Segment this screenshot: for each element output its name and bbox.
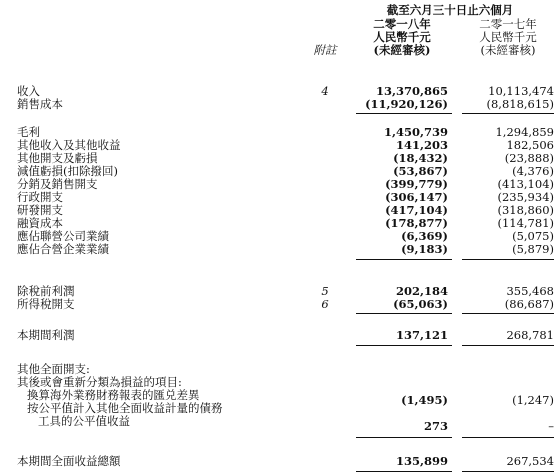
row-label: 收入 xyxy=(17,84,40,98)
value-2018: (18,432) xyxy=(393,151,448,165)
row-note: 4 xyxy=(321,84,329,98)
row-share-joint-ventures xyxy=(0,243,558,256)
total-rule-2017 xyxy=(462,471,554,472)
row-label: 應佔合營企業業績 xyxy=(17,242,109,256)
value-2018: 13,370,865 xyxy=(375,84,448,98)
row-label: 除稅前利潤 xyxy=(17,284,75,298)
row-label: 工具的公平值收益 xyxy=(38,414,130,428)
row-label: 應佔聯營公司業績 xyxy=(17,229,109,243)
value-2018: (417,104) xyxy=(385,203,448,217)
row-distribution-expenses xyxy=(0,178,558,191)
row-label: 其他收入及其他收益 xyxy=(17,138,121,152)
value-2018: 137,121 xyxy=(395,328,448,342)
row-label: 按公平值計入其他全面收益計量的債務 xyxy=(27,401,223,415)
total-rule-2018 xyxy=(356,471,452,472)
value-2017: (5,879) xyxy=(512,242,554,256)
row-label: 毛利 xyxy=(17,125,40,139)
value-2018: (6,369) xyxy=(401,229,448,243)
row-note: 6 xyxy=(321,297,329,311)
value-2017: (4,376) xyxy=(512,164,554,178)
value-2018: (53,867) xyxy=(393,164,448,178)
subtotal-rule-2017 xyxy=(462,313,554,314)
row-label: 分銷及銷售開支 xyxy=(17,177,98,191)
subtotal-rule-2018 xyxy=(356,437,452,438)
value-2017: (8,818,615) xyxy=(486,97,554,111)
value-2018: (11,920,126) xyxy=(365,97,448,111)
value-2017: (318,860) xyxy=(497,203,554,217)
value-2017: (235,934) xyxy=(497,190,554,204)
row-label: 融資成本 xyxy=(17,216,63,230)
value-2017: 267,534 xyxy=(506,454,554,468)
value-2018: 273 xyxy=(423,419,448,433)
unit-2017-heading: 人民幣千元 xyxy=(479,30,537,44)
row-rd-expenses xyxy=(0,204,558,217)
value-2017: 1,294,859 xyxy=(495,125,554,139)
row-income-tax xyxy=(0,298,558,311)
row-cost-of-sales xyxy=(0,98,558,111)
period-heading: 截至六月三十日止六個月 xyxy=(386,3,514,17)
row-total-comprehensive-income xyxy=(0,455,558,468)
value-2018: 1,450,739 xyxy=(383,125,448,139)
value-2017: – xyxy=(548,419,554,433)
row-label: 減值虧損(扣除撥回) xyxy=(17,164,118,178)
value-2017: 182,506 xyxy=(506,138,554,152)
row-label: 其他全面開支: xyxy=(17,362,90,376)
value-2017: (86,687) xyxy=(504,297,554,311)
subtotal-rule-2017 xyxy=(462,113,554,114)
total-rule-2017 xyxy=(462,345,554,346)
row-label: 換算海外業務財務報表的匯兑差異 xyxy=(27,388,200,402)
row-label: 銷售成本 xyxy=(17,97,63,111)
row-revenue xyxy=(0,85,558,98)
row-label: 本期間全面收益總額 xyxy=(17,454,121,468)
subtotal-rule-2018 xyxy=(356,259,452,260)
status-2017-heading: (未經審核) xyxy=(480,43,536,57)
value-2018: (1,495) xyxy=(401,393,448,407)
subtotal-rule-2017 xyxy=(462,437,554,438)
row-label: 行政開支 xyxy=(17,190,63,204)
value-2018: (65,063) xyxy=(393,297,448,311)
value-2018: (306,147) xyxy=(385,190,448,204)
value-2017: 10,113,474 xyxy=(488,84,554,98)
value-2017: (114,781) xyxy=(497,216,554,230)
row-label: 所得稅開支 xyxy=(17,297,75,311)
value-2017: (413,104) xyxy=(497,177,554,191)
unit-2018-heading: 人民幣千元 xyxy=(373,30,431,44)
row-note: 5 xyxy=(321,284,329,298)
row-profit-before-tax xyxy=(0,285,558,298)
value-2017: 355,468 xyxy=(506,284,554,298)
subtotal-rule-2017 xyxy=(462,259,554,260)
row-fvoci-gain xyxy=(0,414,558,433)
status-2018-heading: (未經審核) xyxy=(373,43,431,57)
value-2017: 268,781 xyxy=(506,328,554,342)
subtotal-rule-2018 xyxy=(356,113,452,114)
value-2018: 135,899 xyxy=(395,454,448,468)
value-2018: (178,877) xyxy=(385,216,448,230)
year-2018-heading: 二零一八年 xyxy=(373,17,431,31)
value-2017: (5,075) xyxy=(512,229,554,243)
row-label: 其他開支及虧損 xyxy=(17,151,98,165)
value-2018: 202,184 xyxy=(395,284,448,298)
row-profit-for-period xyxy=(0,329,558,342)
value-2018: 141,203 xyxy=(395,138,448,152)
row-label: 其後或會重新分類為損益的項目: xyxy=(17,375,182,389)
value-2017: (23,888) xyxy=(504,151,554,165)
value-2017: (1,247) xyxy=(512,393,554,407)
year-2017-heading: 二零一七年 xyxy=(479,17,537,31)
note-column-heading: 附註 xyxy=(313,43,337,57)
row-admin-expenses xyxy=(0,191,558,204)
value-2018: (399,779) xyxy=(385,177,448,191)
total-rule-2018 xyxy=(356,345,452,346)
row-label: 本期間利潤 xyxy=(17,328,75,342)
row-label: 研發開支 xyxy=(17,203,63,217)
subtotal-rule-2018 xyxy=(356,313,452,314)
value-2018: (9,183) xyxy=(401,242,448,256)
